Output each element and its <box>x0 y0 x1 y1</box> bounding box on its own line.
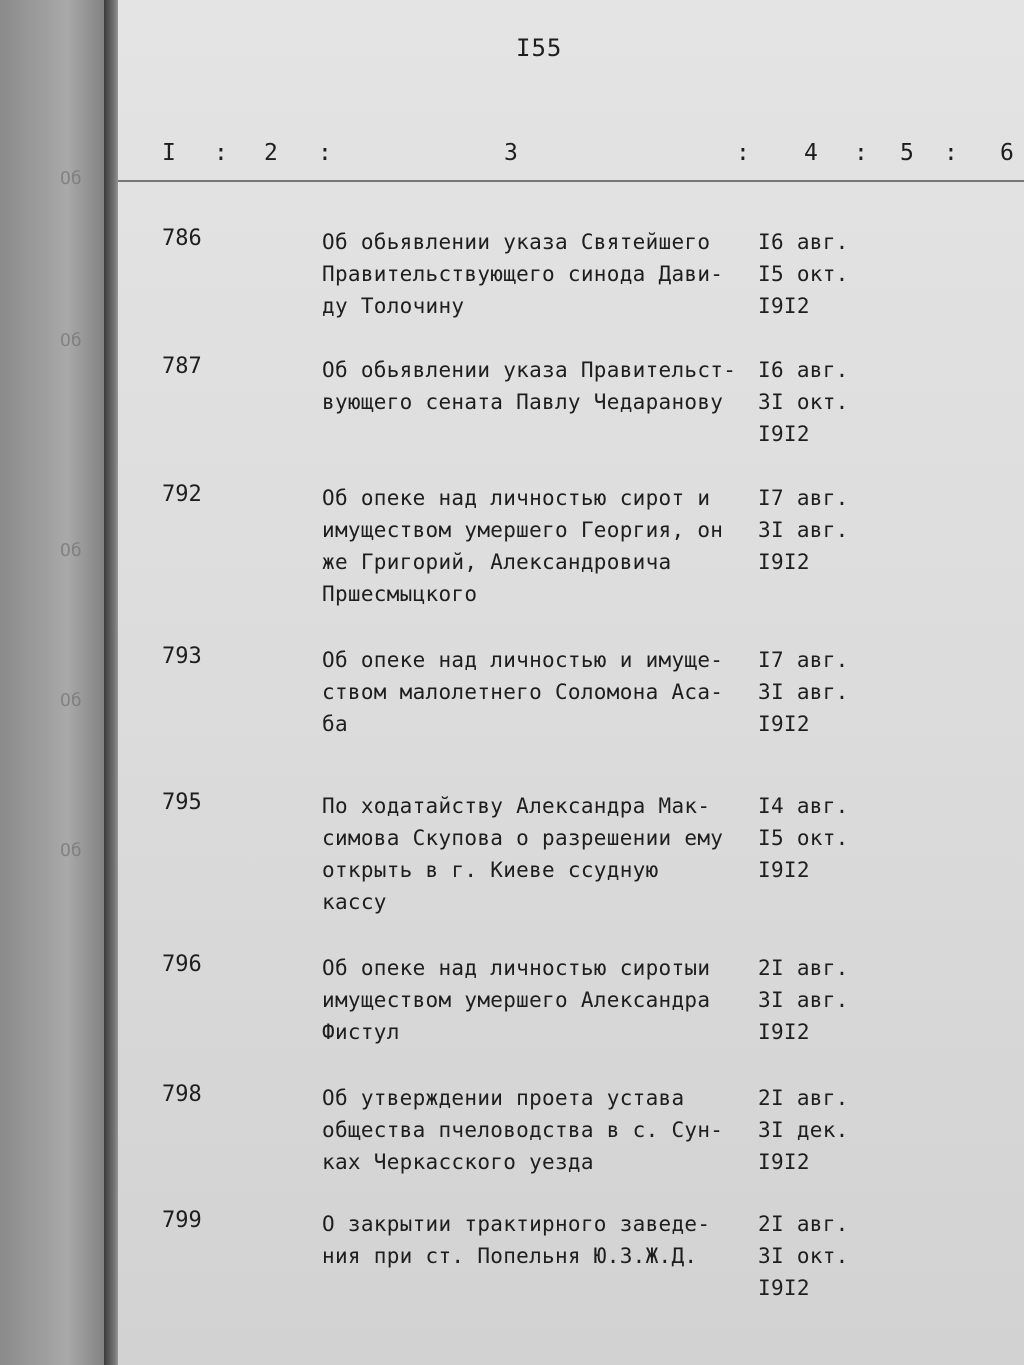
start-date: I7 авг. <box>758 486 849 510</box>
entry-number: 798 <box>162 1082 202 1107</box>
column-header-1: I <box>162 140 176 166</box>
description-line: ках Черкасского уезда <box>322 1150 594 1174</box>
column-header-6: 6 <box>1000 140 1014 166</box>
column-separator: : <box>736 140 750 166</box>
start-date: I6 авг. <box>758 230 849 254</box>
column-header-5: 5 <box>900 140 914 166</box>
entry-description <box>322 226 742 322</box>
entry-number: 795 <box>162 790 202 815</box>
bleed-text: Об <box>60 330 82 351</box>
end-date: I5 окт. <box>758 262 849 286</box>
description-line: Об утверждении проета устава <box>322 1086 685 1110</box>
entry-dates <box>758 226 878 322</box>
description-line: ния при ст. Попельня Ю.З.Ж.Д. <box>322 1244 698 1268</box>
entry-description <box>322 354 742 418</box>
bleed-text: Об <box>60 690 82 711</box>
entry-number: 796 <box>162 952 202 977</box>
entry-description <box>322 1208 742 1272</box>
bleed-text: Об <box>60 540 82 561</box>
description-line: общества пчеловодства в с. Сун- <box>322 1118 724 1142</box>
description-line: Об опеке над личностью сиротыи <box>322 956 711 980</box>
year: I9I2 <box>758 1150 810 1174</box>
start-date: I4 авг. <box>758 794 849 818</box>
end-date: 3I авг. <box>758 518 849 542</box>
entry-description <box>322 1082 742 1178</box>
description-line: ством малолетнего Соломона Аса- <box>322 680 724 704</box>
description-line: открыть в г. Киеве ссудную <box>322 858 659 882</box>
description-line: Об опеке над личностью сирот и <box>322 486 711 510</box>
column-separator: : <box>944 140 958 166</box>
start-date: 2I авг. <box>758 1086 849 1110</box>
end-date: 3I авг. <box>758 680 849 704</box>
entry-dates <box>758 354 878 450</box>
start-date: I6 авг. <box>758 358 849 382</box>
end-date: 3I авг. <box>758 988 849 1012</box>
column-header-row <box>118 140 1024 180</box>
entry-description <box>322 644 742 740</box>
entry-number: 792 <box>162 482 202 507</box>
entry-dates <box>758 1082 878 1178</box>
year: I9I2 <box>758 294 810 318</box>
left-facing-page <box>0 0 112 1365</box>
entry-description <box>322 790 742 918</box>
bleed-text: Об <box>60 840 82 861</box>
description-line: ба <box>322 712 348 736</box>
entry-number: 786 <box>162 226 202 251</box>
start-date: I7 авг. <box>758 648 849 672</box>
description-line: кассу <box>322 890 387 914</box>
end-date: 3I дек. <box>758 1118 849 1142</box>
year: I9I2 <box>758 550 810 574</box>
entry-dates <box>758 1208 878 1304</box>
end-date: I5 окт. <box>758 826 849 850</box>
description-line: Правительствующего синода Дави- <box>322 262 724 286</box>
column-header-3: 3 <box>504 140 518 166</box>
start-date: 2I авг. <box>758 956 849 980</box>
document-page <box>118 0 1024 1365</box>
entry-dates <box>758 952 878 1048</box>
column-header-4: 4 <box>804 140 818 166</box>
entry-dates <box>758 790 878 886</box>
year: I9I2 <box>758 422 810 446</box>
year: I9I2 <box>758 1020 810 1044</box>
bleed-text: Об <box>60 168 82 189</box>
entry-number: 787 <box>162 354 202 379</box>
entry-description <box>322 482 742 610</box>
entry-number: 793 <box>162 644 202 669</box>
description-line: Пршесмыцкого <box>322 582 478 606</box>
year: I9I2 <box>758 858 810 882</box>
description-line: Об опеке над личностью и имуще- <box>322 648 724 672</box>
description-line: О закрытии трактирного заведе- <box>322 1212 711 1236</box>
description-line: имуществом умершего Георгия, он <box>322 518 724 542</box>
description-line: симова Скупова о разрешении ему <box>322 826 724 850</box>
entry-dates <box>758 644 878 740</box>
year: I9I2 <box>758 712 810 736</box>
column-header-2: 2 <box>264 140 278 166</box>
description-line: Фистул <box>322 1020 400 1044</box>
header-rule <box>118 180 1024 182</box>
start-date: 2I авг. <box>758 1212 849 1236</box>
year: I9I2 <box>758 1276 810 1300</box>
description-line: ду Толочину <box>322 294 465 318</box>
page-number: I55 <box>516 34 563 62</box>
end-date: 3I окт. <box>758 390 849 414</box>
column-separator: : <box>854 140 868 166</box>
column-separator: : <box>214 140 228 166</box>
end-date: 3I окт. <box>758 1244 849 1268</box>
description-line: Об обьявлении указа Святейшего <box>322 230 711 254</box>
entry-dates <box>758 482 878 578</box>
description-line: Об обьявлении указа Правительст- <box>322 358 737 382</box>
description-line: же Григорий, Александровича <box>322 550 672 574</box>
description-line: По ходатайству Александра Мак- <box>322 794 711 818</box>
entry-number: 799 <box>162 1208 202 1233</box>
column-separator: : <box>318 140 332 166</box>
description-line: вующего сената Павлу Чедаранову <box>322 390 724 414</box>
entry-description <box>322 952 742 1048</box>
description-line: имуществом умершего Александра <box>322 988 711 1012</box>
